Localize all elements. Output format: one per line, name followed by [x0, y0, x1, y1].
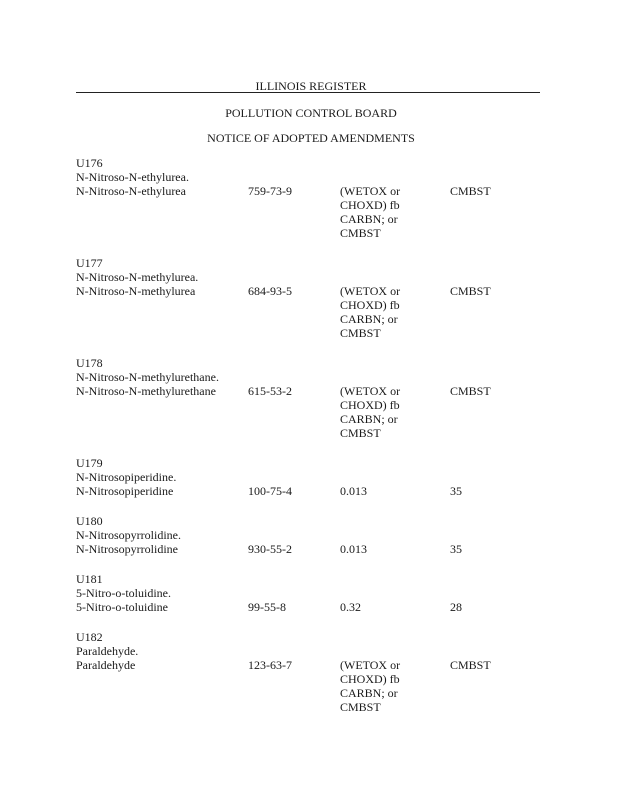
common-name: N-Nitroso-N-methylurethane. — [76, 370, 219, 384]
cas-number: 99-55-8 — [248, 600, 286, 614]
waste-entry — [76, 572, 546, 614]
header-rule — [76, 92, 540, 93]
cas-number: 615-53-2 — [248, 384, 292, 398]
waste-code: U181 — [76, 572, 103, 586]
agency-title: POLLUTION CONTROL BOARD — [225, 106, 397, 120]
wastewater-line: CARBN; or — [340, 212, 398, 226]
constituent-name: N-Nitrosopiperidine — [76, 484, 174, 498]
common-name: N-Nitrosopyrrolidine. — [76, 528, 181, 542]
wastewater-line: (WETOX or — [340, 658, 401, 672]
wastewater-line: CMBST — [340, 426, 381, 440]
constituent-row — [76, 658, 546, 714]
wastewater-line: CARBN; or — [340, 312, 398, 326]
wastewater-line: 0.32 — [340, 600, 361, 614]
common-name: N-Nitroso-N-methylurea. — [76, 270, 199, 284]
waste-code: U179 — [76, 456, 103, 470]
wastewater-line: (WETOX or — [340, 284, 401, 298]
common-name: Paraldehyde. — [76, 644, 139, 658]
nonwastewater-standard: CMBST — [450, 384, 491, 398]
waste-entry — [76, 514, 546, 556]
notice-title: NOTICE OF ADOPTED AMENDMENTS — [207, 131, 415, 145]
wastewater-standard — [340, 184, 450, 240]
wastewater-line: CHOXD) fb — [340, 398, 400, 412]
constituent-name: 5-Nitro-o-toluidine — [76, 600, 168, 614]
wastewater-line: (WETOX or — [340, 384, 401, 398]
waste-entry — [76, 256, 546, 340]
wastewater-standard — [340, 542, 450, 556]
waste-code: U178 — [76, 356, 103, 370]
nonwastewater-standard: 28 — [450, 600, 462, 614]
wastewater-line: 0.013 — [340, 542, 367, 556]
nonwastewater-standard: 35 — [450, 542, 462, 556]
wastewater-standard — [340, 484, 450, 498]
waste-entry — [76, 156, 546, 240]
common-name: 5-Nitro-o-toluidine. — [76, 586, 171, 600]
wastewater-line: (WETOX or — [340, 184, 401, 198]
constituent-name: N-Nitroso-N-methylurethane — [76, 384, 216, 398]
waste-entry — [76, 356, 546, 440]
waste-entry — [76, 630, 546, 714]
constituent-name: N-Nitroso-N-methylurea — [76, 284, 196, 298]
constituent-row — [76, 184, 546, 240]
wastewater-line: CMBST — [340, 226, 381, 240]
wastewater-line: CMBST — [340, 326, 381, 340]
constituent-name: N-Nitroso-N-ethylurea — [76, 184, 186, 198]
wastewater-standard — [340, 658, 450, 714]
waste-code-list — [76, 156, 546, 730]
constituent-name: N-Nitrosopyrrolidine — [76, 542, 178, 556]
wastewater-line: CHOXD) fb — [340, 672, 400, 686]
constituent-row — [76, 284, 546, 340]
nonwastewater-standard: CMBST — [450, 284, 491, 298]
wastewater-line: CARBN; or — [340, 412, 398, 426]
cas-number: 759-73-9 — [248, 184, 292, 198]
wastewater-line: CHOXD) fb — [340, 298, 400, 312]
common-name: N-Nitrosopiperidine. — [76, 470, 177, 484]
wastewater-line: CHOXD) fb — [340, 198, 400, 212]
constituent-name: Paraldehyde — [76, 658, 136, 672]
constituent-row — [76, 542, 546, 556]
wastewater-line: CARBN; or — [340, 686, 398, 700]
wastewater-standard — [340, 600, 450, 614]
common-name: N-Nitroso-N-ethylurea. — [76, 170, 189, 184]
wastewater-standard — [340, 384, 450, 440]
cas-number: 930-55-2 — [248, 542, 292, 556]
constituent-row — [76, 484, 546, 498]
cas-number: 123-63-7 — [248, 658, 292, 672]
register-title: ILLINOIS REGISTER — [255, 79, 367, 93]
nonwastewater-standard: 35 — [450, 484, 462, 498]
constituent-row — [76, 384, 546, 440]
nonwastewater-standard: CMBST — [450, 658, 491, 672]
wastewater-line: 0.013 — [340, 484, 367, 498]
cas-number: 684-93-5 — [248, 284, 292, 298]
nonwastewater-standard: CMBST — [450, 184, 491, 198]
wastewater-line: CMBST — [340, 700, 381, 714]
waste-entry — [76, 456, 546, 498]
waste-code: U180 — [76, 514, 103, 528]
waste-code: U176 — [76, 156, 103, 170]
waste-code: U177 — [76, 256, 103, 270]
waste-code: U182 — [76, 630, 103, 644]
cas-number: 100-75-4 — [248, 484, 292, 498]
wastewater-standard — [340, 284, 450, 340]
constituent-row — [76, 600, 546, 614]
